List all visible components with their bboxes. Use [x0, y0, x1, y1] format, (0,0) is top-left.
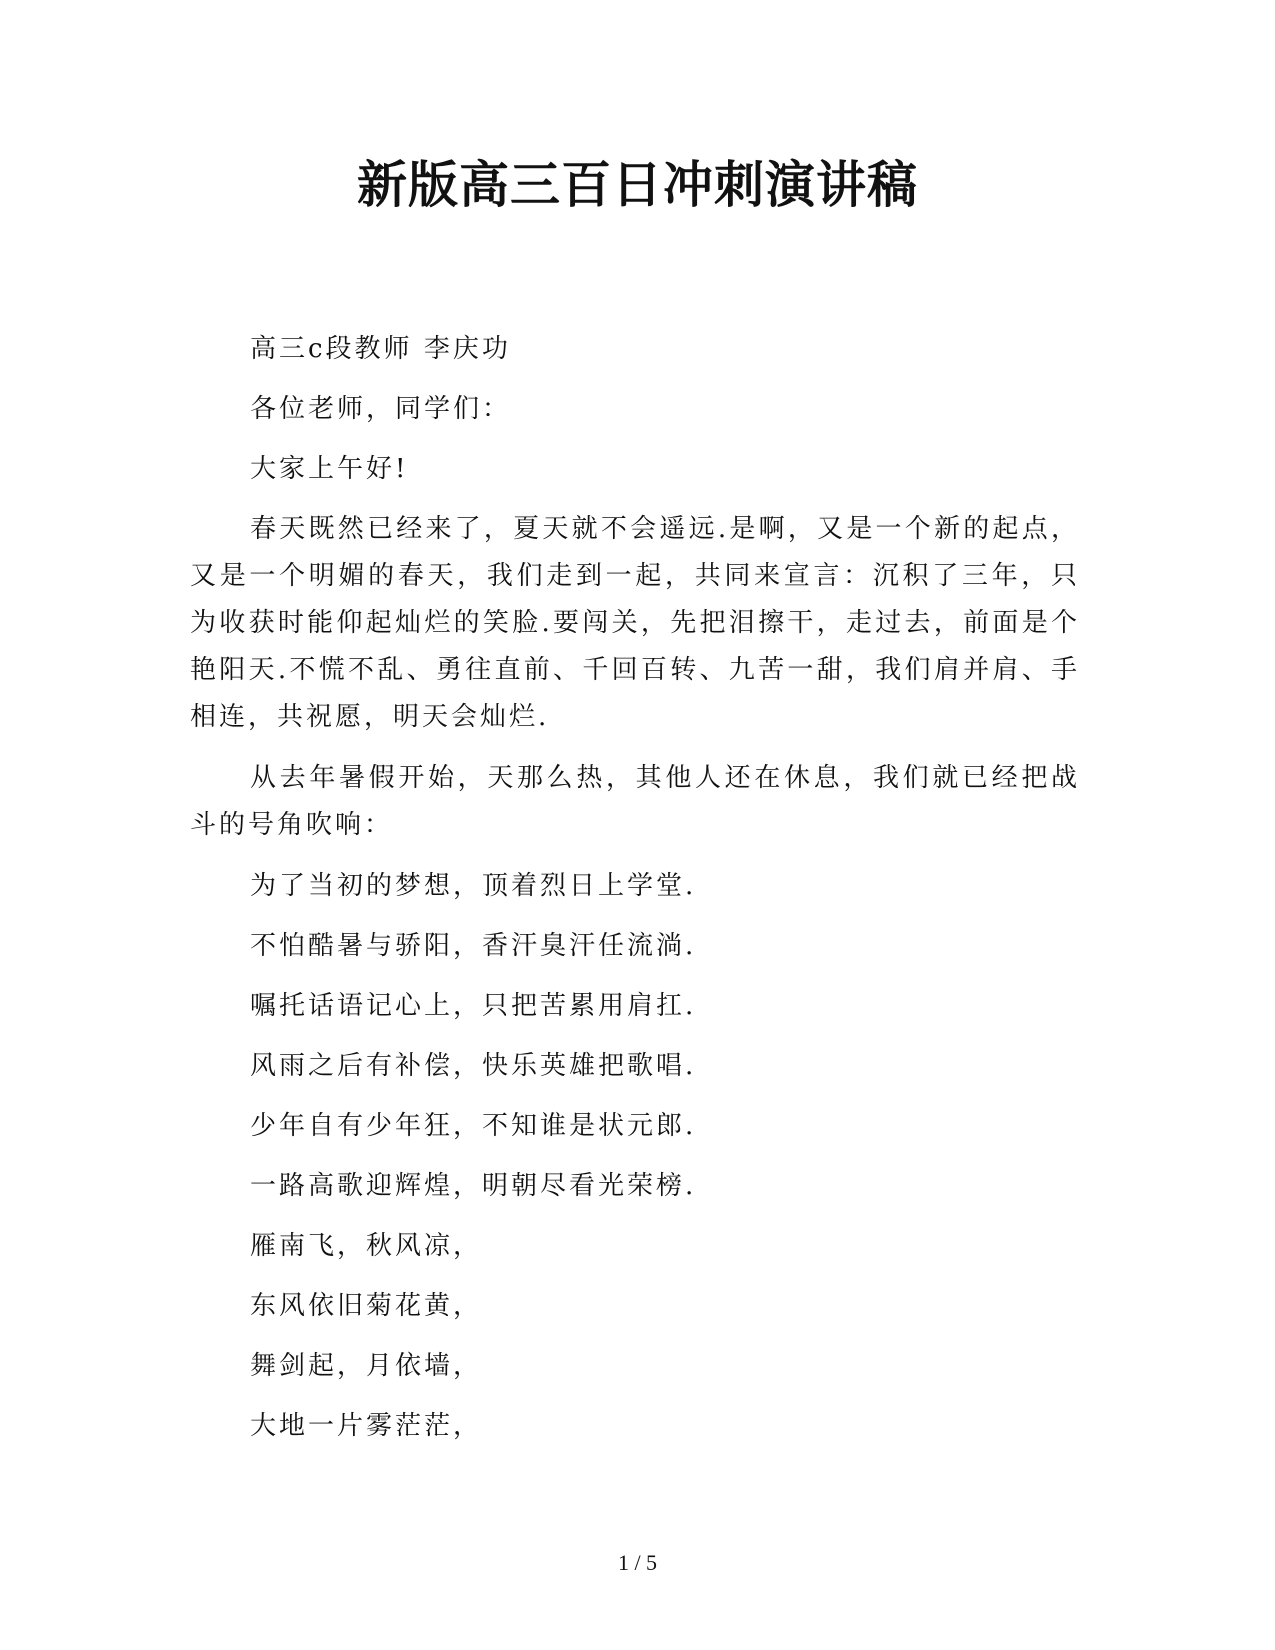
author-line: 高三c段教师 李庆功	[250, 334, 511, 364]
greeting: 大家上午好!	[250, 454, 409, 484]
verse-line: 大地一片雾茫茫，	[250, 1411, 483, 1441]
verse-line: 雁南飞，秋风凉，	[250, 1231, 483, 1261]
verse-line: 不怕酷暑与骄阳，香汗臭汗任流淌.	[250, 931, 697, 961]
verse-line: 东风依旧菊花黄，	[250, 1291, 483, 1321]
document-title: 新版高三百日冲刺演讲稿	[357, 155, 918, 214]
document-body	[190, 326, 1080, 1463]
paragraph-summer: 从去年暑假开始，天那么热，其他人还在休息，我们就已经把战斗的号角吹响：	[190, 763, 1080, 840]
salutation: 各位老师，同学们：	[250, 394, 512, 424]
verse-line: 嘱托话语记心上，只把苦累用肩扛.	[250, 991, 697, 1021]
verse-line: 少年自有少年狂，不知谁是状元郎.	[250, 1111, 697, 1141]
verse-line: 舞剑起，月依墙，	[250, 1351, 483, 1381]
paragraph-spring: 春天既然已经来了，夏天就不会遥远.是啊，又是一个新的起点，又是一个明媚的春天，我们走到一起，共同来宣言：沉积了三年，只为收获时能仰起灿烂的笑脸.要闯关，先把泪擦干，走过去，前面是个艳阳天.不慌不乱、勇往直前、千回百转、九苦一甜，我们肩并肩、手相连，共祝愿，明天会灿烂.	[190, 514, 1080, 732]
verse-line: 风雨之后有补偿，快乐英雄把歌唱.	[250, 1051, 697, 1081]
verse-line: 为了当初的梦想，顶着烈日上学堂.	[250, 871, 697, 901]
page-number: 1 / 5	[617, 1550, 658, 1575]
verse-line: 一路高歌迎辉煌，明朝尽看光荣榜.	[250, 1171, 697, 1201]
